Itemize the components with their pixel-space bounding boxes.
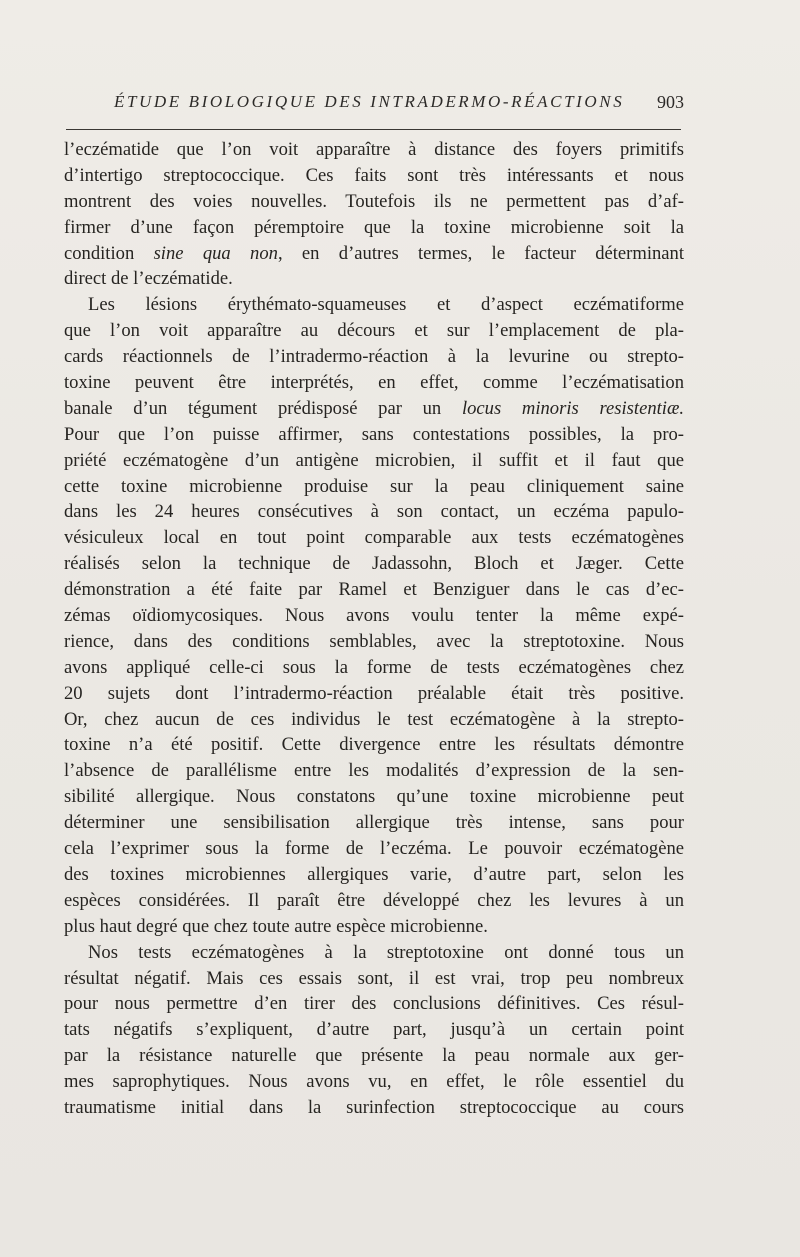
text-line: réalisés selon la technique de Jadassohn, Bloch et Jæger. Cette <box>64 553 684 575</box>
text-line: par la résistance naturelle que présente la peau normale aux ger- <box>64 1045 684 1067</box>
text-line: pour nous permettre d’en tirer des conclusions définitives. Ces résul- <box>64 993 684 1015</box>
text-run: banale d’un tégument prédisposé par un <box>64 397 462 419</box>
text-line: espèces considérées. Il paraît être développé chez les levures à un <box>64 889 684 911</box>
text-line: cards réactionnels de l’intradermo-réaction à la levurine ou strepto- <box>64 346 684 368</box>
text-line <box>64 396 684 422</box>
text-line: Pour que l’on puisse affirmer, sans contestations possibles, la pro- <box>64 423 684 445</box>
text-line: cette toxine microbienne produise sur la peau cliniquement saine <box>64 475 684 497</box>
text-line: zémas oïdiomycosiques. Nous avons voulu tenter la même expé- <box>64 605 684 627</box>
text-line: rience, dans des conditions semblables, avec la streptotoxine. Nous <box>64 630 684 652</box>
text-line: toxine n’a été positif. Cette divergence entre les résultats démontre <box>64 734 684 756</box>
page-header <box>64 92 684 122</box>
text-run: , en d’autres termes, le facteur déterminant <box>277 242 685 264</box>
text-line: vésiculeux local en tout point comparable aux tests eczématogènes <box>64 527 684 549</box>
paragraph-start-line: Les lésions érythémato-squameuses et d’aspect eczématiforme <box>88 294 684 316</box>
text-line: dans les 24 heures consécutives à son contact, un eczéma papulo- <box>64 501 684 523</box>
text-line: que l’on voit apparaître au décours et sur l’emplacement de pla- <box>64 320 684 342</box>
text-line: d’intertigo streptococcique. Ces faits sont très intéressants et nous <box>64 164 684 186</box>
header-rule <box>66 129 681 130</box>
text-line: des toxines microbiennes allergiques varie, d’autre part, selon les <box>64 863 684 885</box>
text-line: plus haut degré que chez toute autre espèce microbienne. <box>64 915 488 937</box>
text-line: mes saprophytiques. Nous avons vu, en effet, le rôle essentiel du <box>64 1071 684 1093</box>
body-text <box>64 137 684 1121</box>
text-line: démonstration a été faite par Ramel et Benziguer dans le cas d’ec- <box>64 579 684 601</box>
text-run: condition <box>64 242 154 264</box>
text-line: montrent des voies nouvelles. Toutefois ils ne permettent pas d’af- <box>64 190 684 212</box>
text-line: tats négatifs s’expliquent, d’autre part, jusqu’à un certain point <box>64 1019 684 1041</box>
text-line <box>64 241 684 267</box>
text-line: avons appliqué celle-ci sous la forme de tests eczématogènes chez <box>64 656 684 678</box>
text-line: 20 sujets dont l’intradermo-réaction préalable était très positive. <box>64 682 684 704</box>
text-line: Or, chez aucun de ces individus le test eczématogène à la strepto- <box>64 708 684 730</box>
text-line: cela l’exprimer sous la forme de l’eczéma. Le pouvoir eczématogène <box>64 838 684 860</box>
italic-term: sine qua non <box>153 242 278 264</box>
text-line: toxine peuvent être interprétés, en effet, comme l’eczématisation <box>64 372 684 394</box>
page-number: 903 <box>657 92 684 112</box>
text-line: traumatisme initial dans la surinfection streptococcique au cours <box>64 1096 684 1118</box>
text-line: l’eczématide que l’on voit apparaître à distance des foyers primitifs <box>64 139 684 160</box>
paragraph-start-line: Nos tests eczématogènes à la streptotoxine ont donné tous un <box>88 941 684 963</box>
running-head: ÉTUDE BIOLOGIQUE DES INTRADERMO-RÉACTIONS <box>114 92 625 111</box>
text-line: l’absence de parallélisme entre les modalités d’expression de la sen- <box>64 760 684 782</box>
italic-term: locus minoris resistentiæ. <box>461 397 684 419</box>
text-line: sibilité allergique. Nous constatons qu’une toxine microbienne peut <box>64 786 684 808</box>
text-line: priété eczématogène d’un antigène microbien, il suffit et il faut que <box>64 449 684 471</box>
text-line: firmer d’une façon péremptoire que la toxine microbienne soit la <box>64 216 684 238</box>
text-line: déterminer une sensibilisation allergique très intense, sans pour <box>64 812 684 834</box>
text-line: résultat négatif. Mais ces essais sont, il est vrai, trop peu nombreux <box>64 967 684 989</box>
text-line: direct de l’eczématide. <box>64 268 233 290</box>
